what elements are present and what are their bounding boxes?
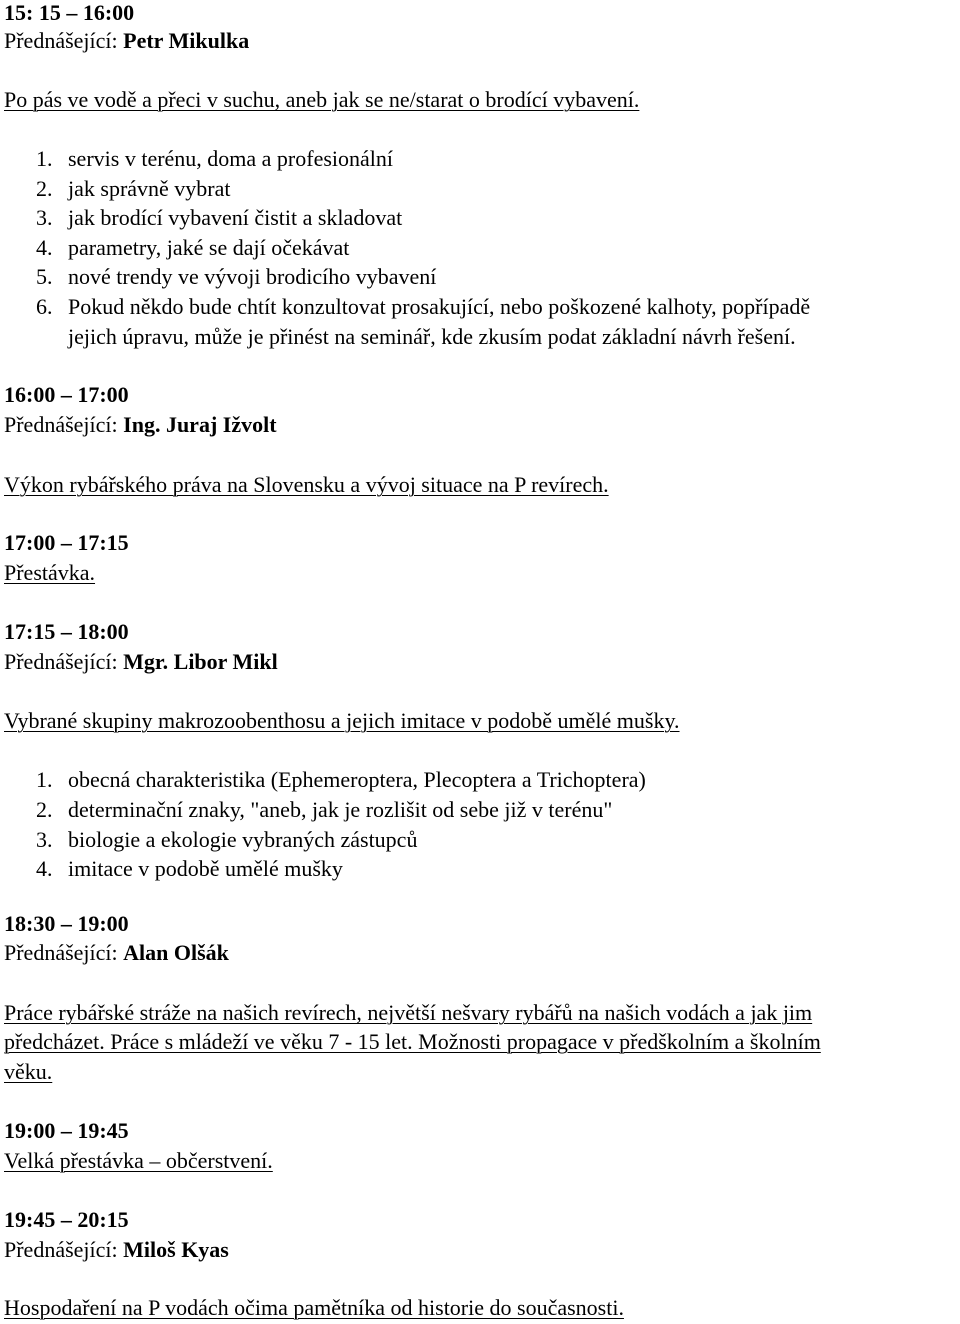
time-slot-6: 19:00 – 19:45 [4,1118,129,1143]
list-item: 3. jak brodící vybavení čistit a skladovat [36,205,403,230]
time-slot-1: 15: 15 – 16:00 [4,0,135,25]
list-item: 4. parametry, jaké se dají očekávat [36,235,350,260]
list-item: 1. obecná charakteristika (Ephemeroptera, Plecoptera a Trichoptera) [36,767,646,792]
talk-title-5-line-2: předcházet. Práce s mládeží ve věku 7 - 15 let. Možnosti propagace v předškolním a školním [4,1029,821,1054]
break-label-2: Velká přestávka – občerstvení. [4,1148,273,1173]
speaker-prefix: Přednášející: [4,1237,124,1262]
list-item: 3. biologie a ekologie vybraných zástupců [36,827,418,852]
speaker-name-5: Alan Olšák [123,940,229,965]
list-item-continuation: jejich úpravu, může je přinést na seminář, kde zkusím podat základní návrh řešení. [68,324,796,349]
time-slot-7: 19:45 – 20:15 [4,1207,129,1232]
speaker-line-7 [4,1237,229,1263]
speaker-line-4 [4,649,278,675]
speaker-prefix: Přednášející: [4,940,124,965]
list-item: 5. nové trendy ve vývoji brodicího vybavení [36,264,437,289]
list-item: 1. servis v terénu, doma a profesionální [36,146,394,171]
talk-title-1: Po pás ve vodě a přeci v suchu, aneb jak se ne/starat o brodící vybavení. [4,87,640,112]
speaker-prefix: Přednášející: [4,28,124,53]
talk-title-4: Vybrané skupiny makrozoobenthosu a jejich imitace v podobě umělé mušky. [4,708,680,733]
speaker-name-1: Petr Mikulka [123,28,250,53]
speaker-name-2: Ing. Juraj Ižvolt [123,412,277,437]
break-label-1: Přestávka. [4,560,96,585]
speaker-line-1 [4,28,249,54]
speaker-line-5 [4,940,229,966]
time-slot-4: 17:15 – 18:00 [4,619,129,644]
speaker-line-2 [4,412,277,438]
talk-title-5-line-3: věku. [4,1059,53,1084]
speaker-prefix: Přednášející: [4,649,124,674]
speaker-name-4: Mgr. Libor Mikl [123,649,278,674]
talk-title-5-line-1: Práce rybářské stráže na našich revírech, největší nešvary rybářů na našich vodách a jak jim [4,1000,813,1025]
time-slot-3: 17:00 – 17:15 [4,530,129,555]
talk-title-2: Výkon rybářského práva na Slovensku a vývoj situace na P revírech. [4,472,609,497]
time-slot-2: 16:00 – 17:00 [4,382,129,407]
list-item: 2. determinační znaky, "aneb, jak je rozlišit od sebe již v terénu" [36,797,613,822]
list-item: 4. imitace v podobě umělé mušky [36,856,343,881]
time-slot-5: 18:30 – 19:00 [4,911,129,936]
speaker-prefix: Přednášející: [4,412,124,437]
list-item: 6. Pokud někdo bude chtít konzultovat prosakující, nebo poškozené kalhoty, popřípadě [36,294,811,319]
talk-title-7: Hospodaření na P vodách očima pamětníka od historie do současnosti. [4,1295,624,1320]
speaker-name-7: Miloš Kyas [123,1237,229,1262]
list-item: 2. jak správně vybrat [36,176,231,201]
